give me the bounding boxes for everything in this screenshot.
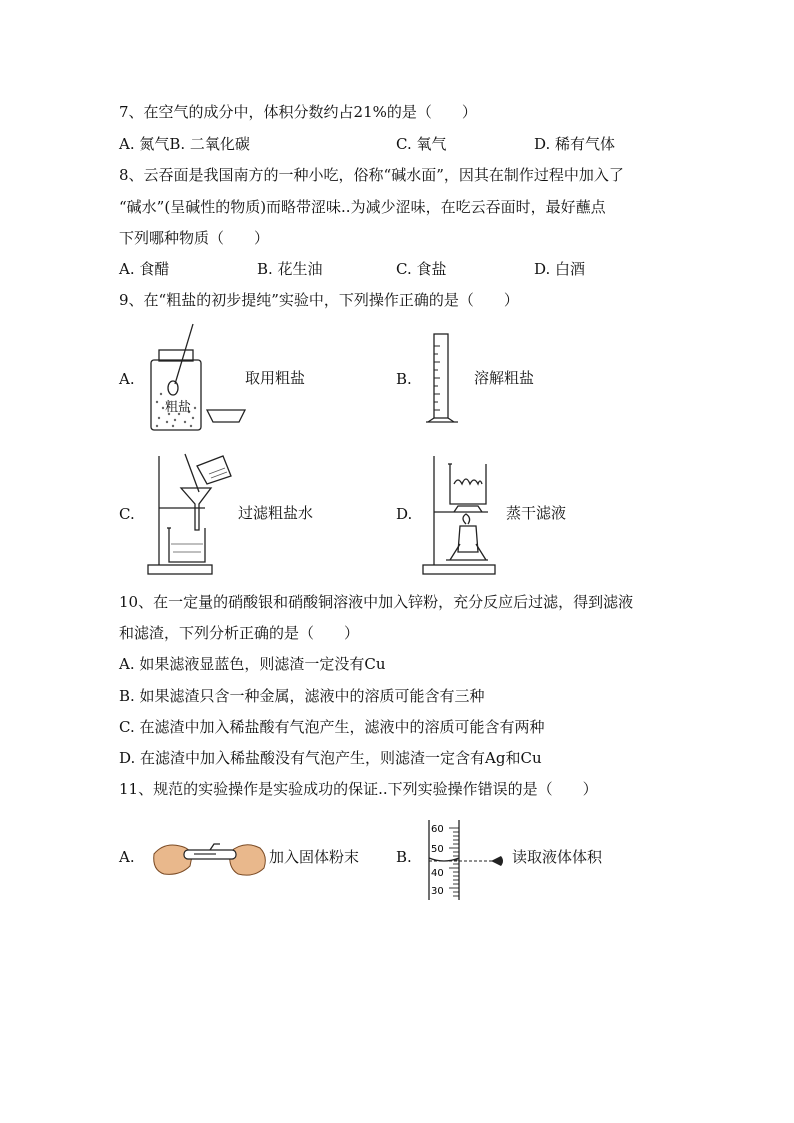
scale-label-30: 30 bbox=[431, 886, 444, 897]
q10-option-d: D. 在滤渣中加入稀盐酸没有气泡产生，则滤渣一定含有Ag和Cu bbox=[119, 749, 542, 767]
graduated-cylinder-icon bbox=[424, 332, 464, 426]
salt-jar-spoon-figure bbox=[145, 322, 250, 434]
q8-option-b: B. 花生油 bbox=[257, 260, 323, 278]
q8-stem-line-1: 8、云吞面是我国南方的一种小吃，俗称“碱水面”，因其在制作过程中加入了 bbox=[119, 166, 624, 184]
q7-option-d: D. 稀有气体 bbox=[534, 135, 616, 153]
q8-option-d: D. 白酒 bbox=[534, 260, 586, 278]
q9-option-c-caption: 过滤粗盐水 bbox=[238, 504, 314, 522]
hands-test-tube-figure bbox=[150, 834, 268, 880]
q8-option-a: A. 食醋 bbox=[119, 260, 170, 278]
q11-option-a-letter: A. bbox=[119, 848, 135, 866]
q9-option-d-letter: D. bbox=[396, 505, 413, 523]
q11-option-b-caption: 读取液体体积 bbox=[512, 848, 603, 866]
q9-option-a-letter: A. bbox=[119, 370, 135, 388]
q7-stem: 7、在空气的成分中，体积分数约占21%的是（ ） bbox=[119, 103, 477, 121]
q10-option-c: C. 在滤渣中加入稀盐酸有气泡产生，滤液中的溶质可能含有两种 bbox=[119, 718, 545, 736]
scale-label-60: 60 bbox=[431, 824, 444, 835]
q9-option-b-caption: 溶解粗盐 bbox=[474, 369, 535, 387]
q8-option-c: C. 食盐 bbox=[396, 260, 447, 278]
q7-option-ab: A. 氮气B. 二氧化碳 bbox=[119, 135, 250, 153]
q11-option-b-letter: B. bbox=[396, 848, 412, 866]
q8-stem-line-2: “碱水”(呈碱性的物质)而略带涩味..为减少涩味，在吃云吞面时，最好蘸点 bbox=[119, 198, 606, 216]
q7-option-c: C. 氧气 bbox=[396, 135, 447, 153]
filtration-setup-figure bbox=[145, 452, 235, 577]
q9-option-c-letter: C. bbox=[119, 505, 135, 523]
scale-label-40: 40 bbox=[431, 868, 444, 879]
q10-option-b: B. 如果滤渣只含一种金属，滤液中的溶质可能含有三种 bbox=[119, 687, 485, 705]
jar-label: 粗盐 bbox=[165, 400, 192, 415]
q8-stem-line-3: 下列哪种物质（ ） bbox=[119, 229, 270, 247]
q10-stem-line-1: 10、在一定量的硝酸银和硝酸铜溶液中加入锌粉，充分反应后过滤，得到滤液 bbox=[119, 593, 634, 611]
q11-stem: 11、规范的实验操作是实验成功的保证..下列实验操作错误的是（ ） bbox=[119, 780, 598, 798]
q9-option-d-caption: 蒸干滤液 bbox=[506, 504, 567, 522]
q10-option-a: A. 如果滤液显蓝色，则滤渣一定没有Cu bbox=[119, 655, 386, 673]
q9-option-b-letter: B. bbox=[396, 370, 412, 388]
q11-option-a-caption: 加入固体粉末 bbox=[269, 848, 360, 866]
cylinder-scale-reading-figure bbox=[425, 818, 515, 904]
scale-label-50: 50 bbox=[431, 844, 444, 855]
q9-option-a-caption: 取用粗盐 bbox=[245, 369, 306, 387]
q9-stem: 9、在“粗盐的初步提纯”实验中，下列操作正确的是（ ） bbox=[119, 291, 519, 309]
q10-stem-line-2: 和滤渣，下列分析正确的是（ ） bbox=[119, 624, 360, 642]
evaporation-setup-figure bbox=[420, 452, 500, 577]
